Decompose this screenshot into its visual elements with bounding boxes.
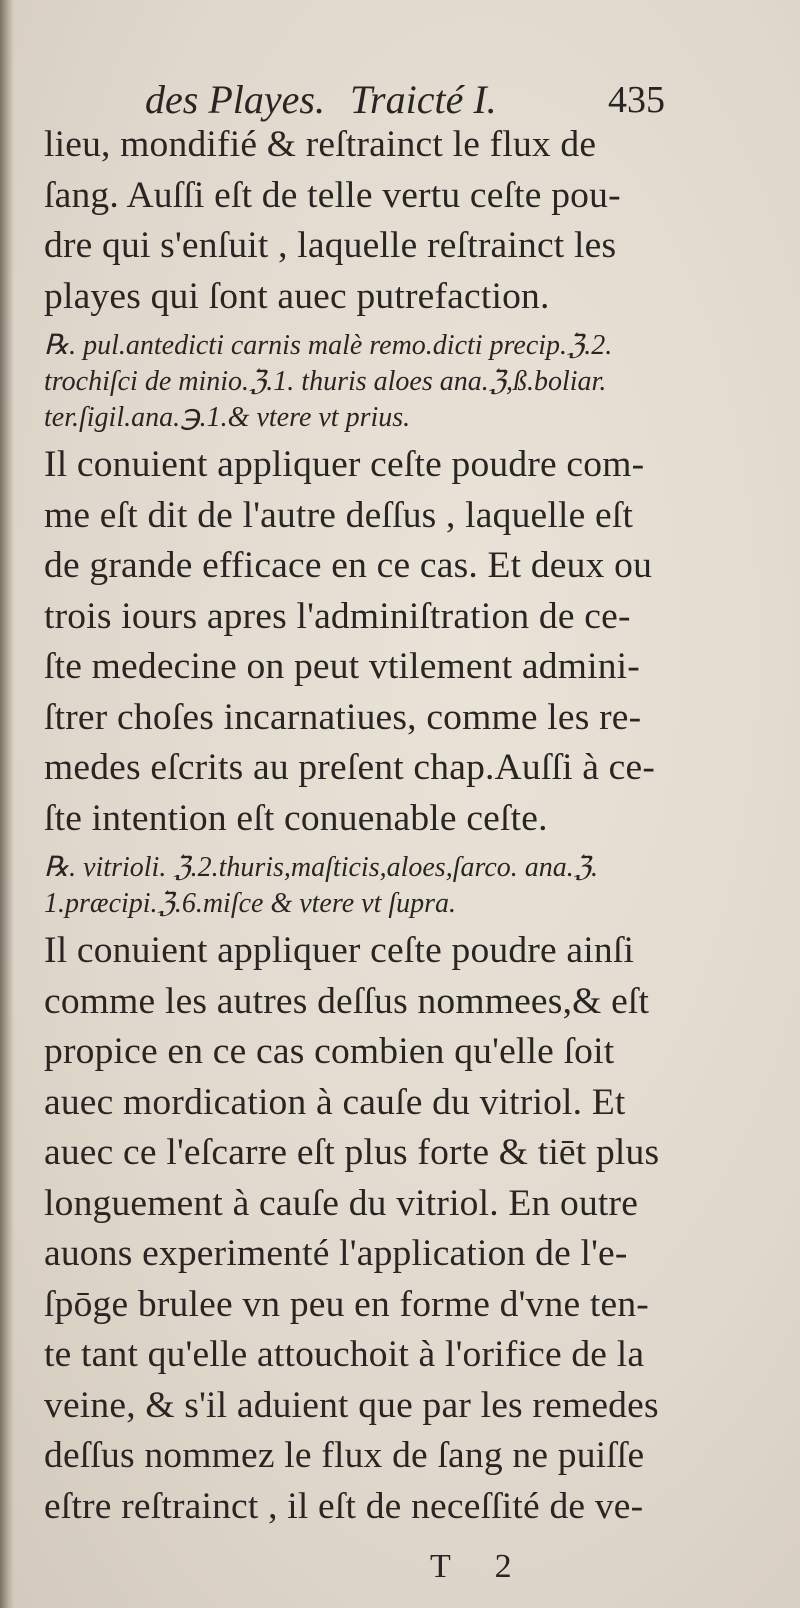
text-line: auons experimenté l'application de l'e-	[44, 1233, 628, 1274]
text-line: auec mordication à cauſe du vitriol. Et	[44, 1081, 626, 1123]
text-line: te tant qu'elle attouchoit à l'orifice de la	[44, 1334, 645, 1375]
text-line: medes eſcrits au preſent chap.Auſſi à ce-	[44, 747, 656, 788]
recipe-block-2	[44, 850, 734, 922]
text-line: comme les autres deſſus nommees,& eſt	[44, 980, 650, 1022]
recipe-block-1	[44, 328, 734, 436]
running-header	[145, 70, 665, 126]
text-line: deſſus nommez le flux de ſang ne puiſſe	[44, 1435, 645, 1476]
recipe-line: 1.præcipi.ℨ.6.miſce & vtere vt ſupra.	[44, 888, 457, 919]
text-line: playes qui ſont auec putrefaction.	[44, 275, 550, 317]
text-line: me eſt dit de l'autre deſſus , laquelle eſt	[44, 494, 634, 536]
text-line: ſtrer choſes incarnatiues, comme les re-	[44, 696, 642, 738]
text-line: veine, & s'il aduient que par les remedes	[44, 1384, 659, 1426]
text-line: de grande efficace en ce cas. Et deux ou	[44, 545, 653, 586]
text-line: ſte intention eſt conuenable ceſte.	[44, 797, 548, 839]
text-line: eſtre reſtrainct , il eſt de neceſſité de ve-	[44, 1485, 644, 1527]
text-line: trois iours apres l'adminiſtration de ce-	[44, 595, 631, 637]
page-number: 435	[608, 79, 665, 121]
text-line: dre qui s'enſuit , laquelle reſtrainct les	[44, 225, 617, 266]
text-line: ſte medecine on peut vtilement admini-	[44, 646, 640, 687]
text-line: Il conuient appliquer ceſte poudre com-	[44, 444, 645, 485]
text-line: Il conuient appliquer ceſte poudre ainſi	[44, 930, 635, 971]
text-line: lieu, mondifié & reſtrainct le flux de	[44, 124, 597, 165]
page-footer	[0, 1548, 800, 1588]
recipe-line: ℞. vitrioli. ℨ.2.thuris,maſticis,aloes,ſarco. ana.ℨ.	[44, 852, 599, 883]
text-line: ſang. Auſſi eſt de telle vertu ceſte pou-	[44, 174, 621, 216]
recipe-line: ter.ſigil.ana.℈.1.& vtere vt prius.	[44, 402, 411, 433]
body-text	[44, 120, 734, 1532]
text-line: longuement à cauſe du vitriol. En outre	[44, 1182, 639, 1224]
text-line: ſpōge brulee vn peu en forme d'vne ten-	[44, 1283, 649, 1325]
text-line: propice en ce cas combien qu'elle ſoit	[44, 1031, 615, 1072]
header-left: des Playes.	[145, 77, 325, 122]
page-gutter-shadow	[0, 0, 14, 1608]
recipe-line: trochiſci de minio.ℨ.1. thuris aloes ana.ℨ,ß.boliar.	[44, 366, 607, 397]
header-title: Traicté I.	[350, 77, 497, 122]
signature-mark: T 2	[430, 1548, 530, 1585]
text-line: auec ce l'eſcarre eſt plus forte & tiēt plus	[44, 1132, 660, 1173]
recipe-line: ℞. pul.antedicti carnis malè remo.dicti precip.ℨ.2.	[44, 330, 613, 361]
